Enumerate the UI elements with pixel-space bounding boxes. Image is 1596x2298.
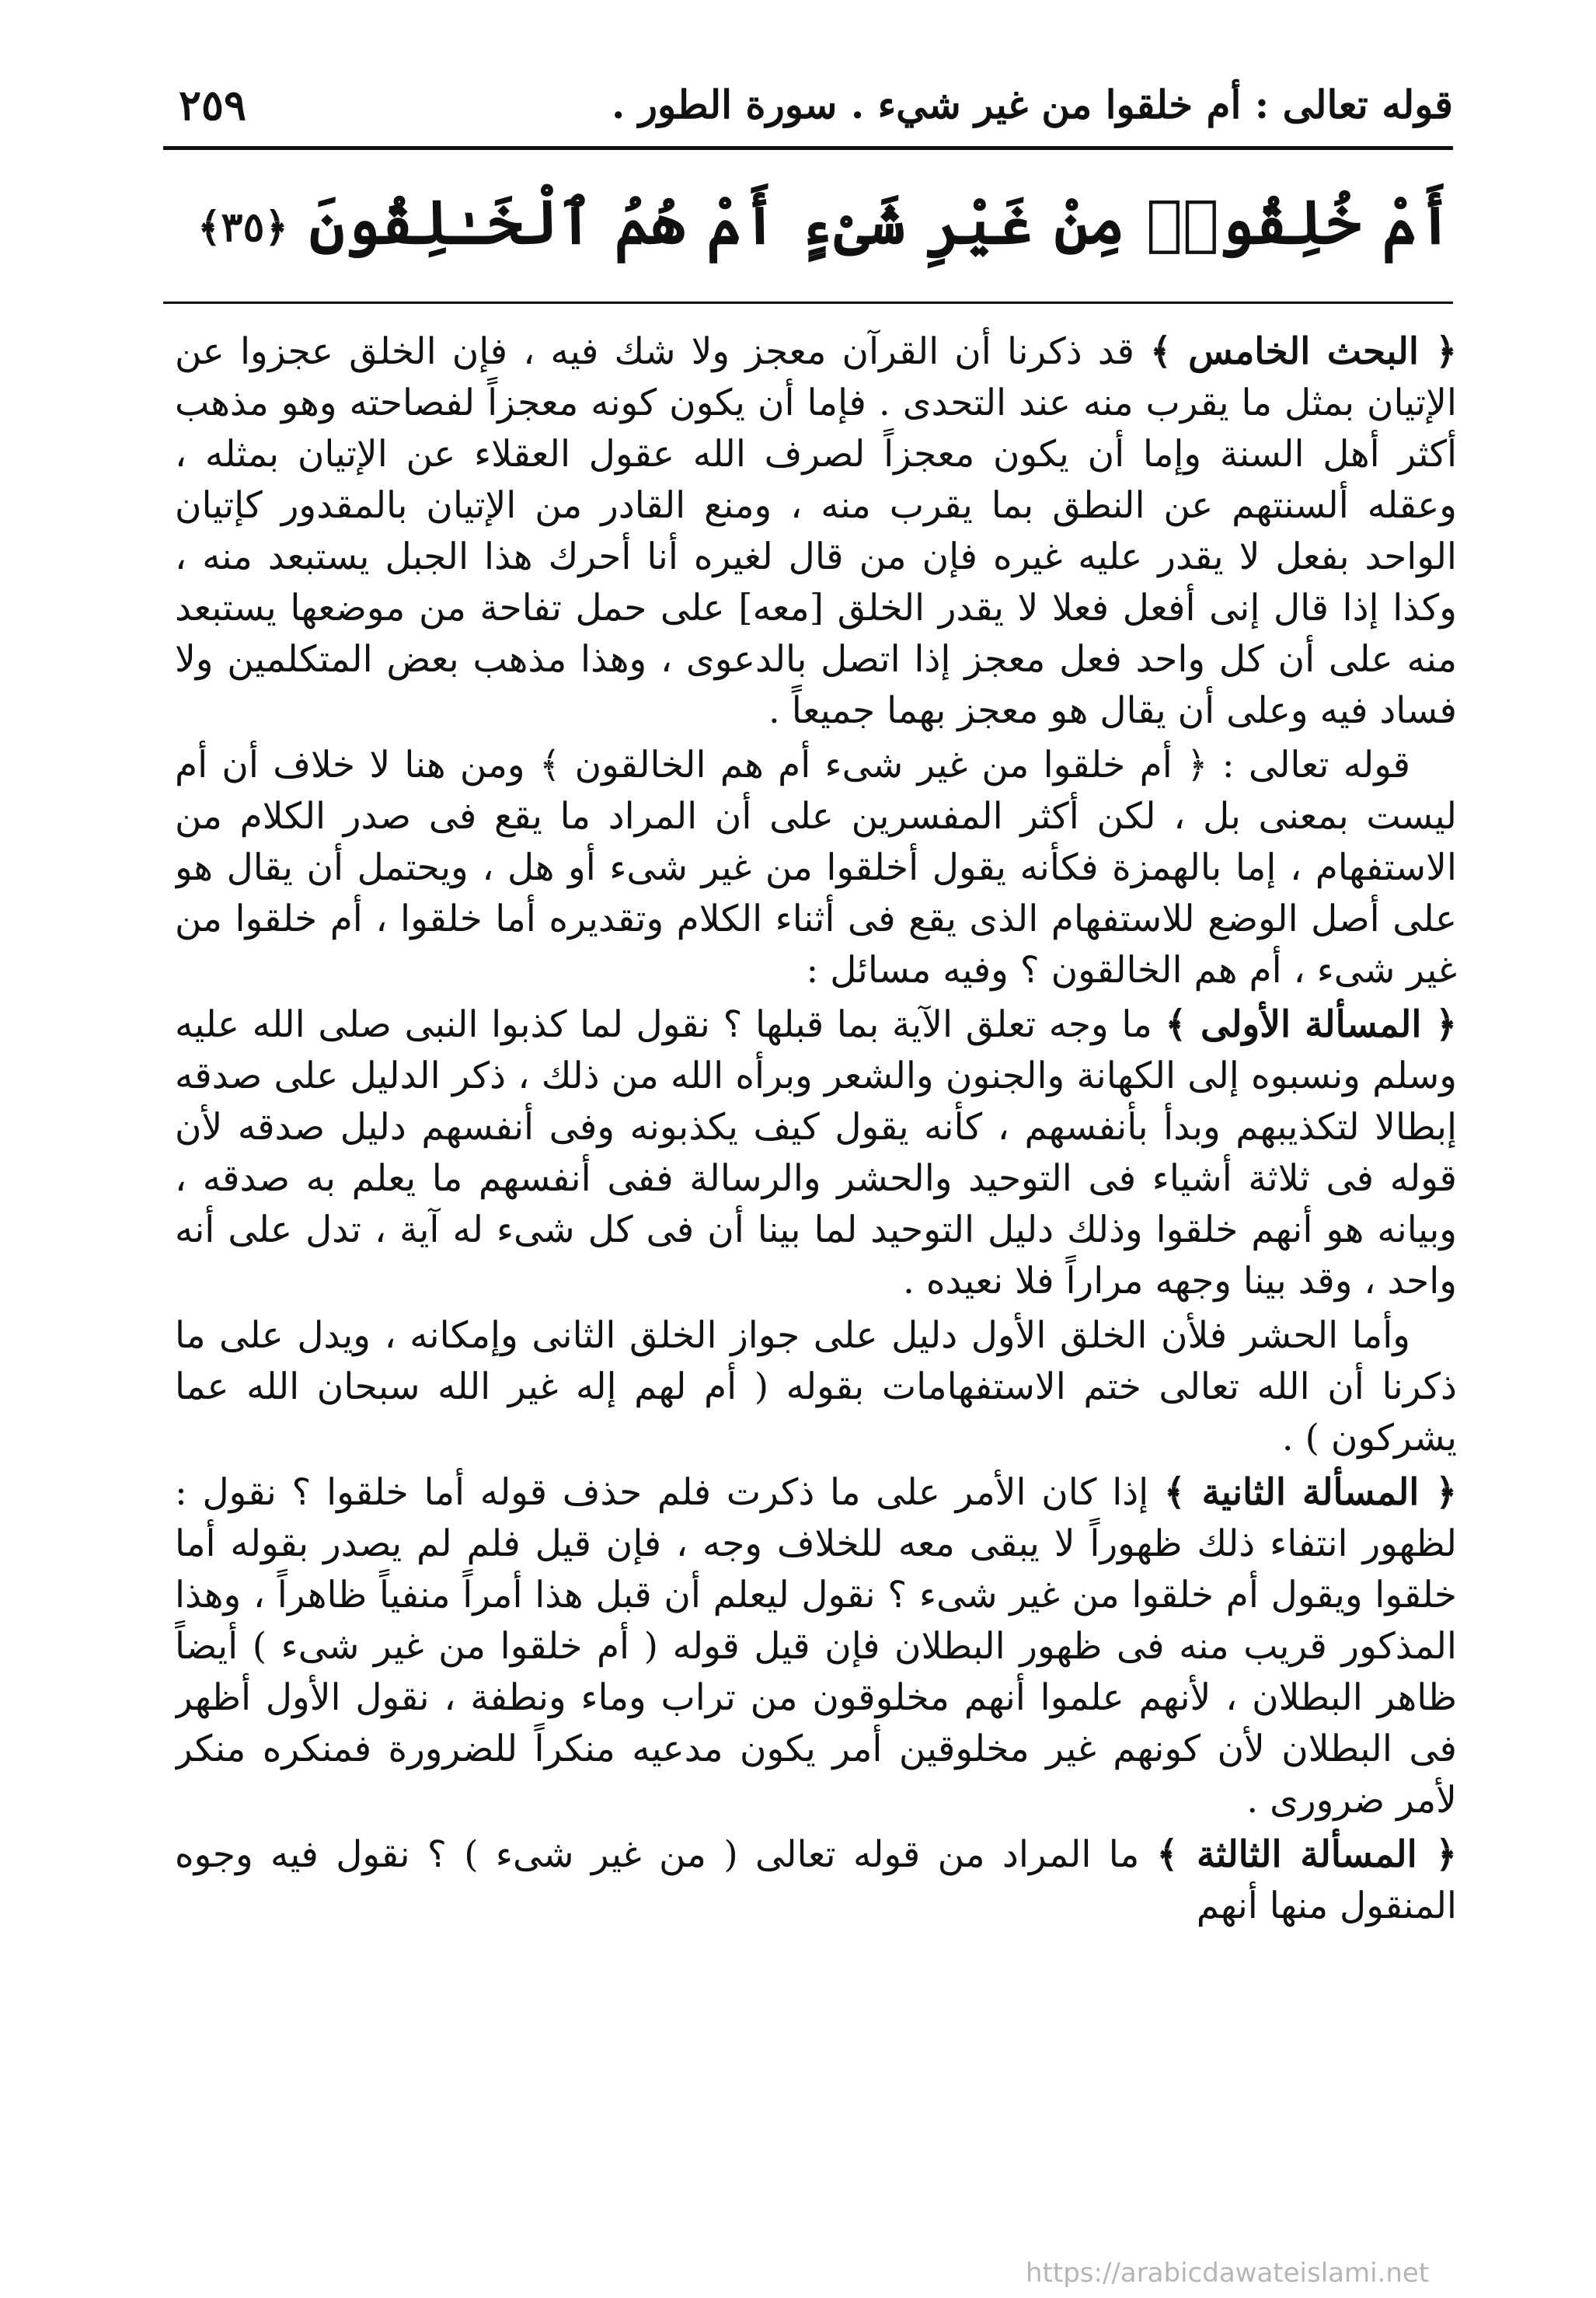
paragraph-text: قد ذكرنا أن القرآن معجز ولا شك فيه ، فإن الخلق عجزوا عن الإتيان بمثل ما يقرب منه عند التحدى . فإما أن يكون كونه معجزاً لفصاحته وهو مذهب أكثر أهل السنة وإما أن يكون معجزاً لصرف الله عقول العقلاء عن الإتيان بمثله ، وعقله ألسنتهم عن النطق بما يقرب منه ، ومنع القادر من الإتيان بالمقدور كإتيان الواحد بفعل لا يقدر عليه غيره فإن من قال لغيره أنا أحرك هذا الجبل يستبعد منه ، وكذا إذا قال إنى أفعل فعلا لا يقدر الخلق [معه] على حمل تفاحة من موضعها يستبعد منه على أن كل واحد فعل معجز إذا اتصل بالدعوى ، وهذا مذهب بعض المتكلمين ولا فساد فيه وعلى أن يقال هو معجز بهما جميعاً . [175, 330, 1457, 732]
paragraph [175, 1467, 1457, 1826]
commentary-text [175, 326, 1457, 2153]
paragraph-text: ما وجه تعلق الآية بما قبلها ؟ نقول لما كذبوا النبى صلى الله عليه وسلم ونسبوه إلى الكهانة والجنون والشعر وبرأه الله من ذلك ، ذكر الدليل على صدقه إبطالا لتكذيبهم وبدأ بأنفسهم ، كأنه يقول كيف يكذبونه وفى أنفسهم دليل صدقه لأن قوله فى ثلاثة أشياء فى التوحيد والحشر والرسالة ففى أنفسهم ما يعلم به صدقه ، وبيانه هو أنهم خلقوا وذلك دليل التوحيد لما بينا أن فى كل شىء له آية ، تدل على أنه واحد ، وقد بينا وجهه مراراً فلا نعيده . [175, 1003, 1457, 1302]
verse-text: أَمْ خُلِقُوا۟ مِنْ غَيْرِ شَىْءٍ أَمْ هُمُ ٱلْخَـٰلِقُونَ [309, 187, 1453, 258]
paragraph-text: ما المراد من قوله تعالى ( من غير شىء ) ؟ نقول فيه وجوه المنقول منها أنهم [175, 1833, 1457, 1927]
source-watermark: https://arabicdawateislami.net [1026, 2258, 1430, 2289]
section-heading: ﴿ المسألة الثانية ﴾ [1163, 1471, 1457, 1514]
quran-verse [194, 175, 1453, 291]
paragraph-text: قوله تعالى : ﴿ أم خلقوا من غير شىء أم هم الخالقون ﴾ ومن هنا لا خلاف أن أم ليست بمعنى بل ، لكن أكثر المفسرين على أن المراد ما يقع فى صدر الكلام من الاستفهام ، إما بالهمزة فكأنه يقول أخلقوا من غير شىء أو هل ، ويحتمل أن يقال هو على أصل الوضع للاستفهام الذى يقع فى أثناء الكلام وتقديره أما خلقوا ، أم خلقوا من غير شىء ، أم هم الخالقون ؟ وفيه مسائل : [175, 744, 1457, 992]
paragraph [175, 1829, 1457, 1932]
paragraph [175, 740, 1457, 996]
paragraph-text: إذا كان الأمر على ما ذكرت فلم حذف قوله أما خلقوا ؟ نقول : لظهور انتفاء ذلك ظهوراً لا يبقى معه للخلاف وجه ، فإن قيل فلم لم يصدر بقوله أما خلقوا ويقول أم خلقوا من غير شىء ؟ نقول ليعلم أن قبل هذا أمراً منفياً ظاهراً ، وهذا المذكور قريب منه فى ظهور البطلان فإن قيل قوله ( أم خلقوا من غير شىء ) أيضاً ظاهر البطلان ، لأنهم علموا أنهم مخلوقون من تراب وماء ونطفة ، نقول الأول أظهر فى البطلان لأن كونهم غير مخلوقين أمر يكون مدعيه منكراً للضرورة فمنكره منكر لأمر ضرورى . [175, 1471, 1457, 1822]
paragraph-text: وأما الحشر فلأن الخلق الأول دليل على جواز الخلق الثانى وإمكانه ، ويدل على ما ذكرنا أن الله تعالى ختم الاستفهامات بقوله ( أم لهم إله غير الله سبحان الله عما يشركون ) . [175, 1314, 1457, 1459]
verse-number: ﴿٣٥﴾ [197, 203, 288, 251]
paragraph [175, 1310, 1457, 1464]
verse-rule [163, 302, 1453, 304]
running-header [163, 74, 1453, 144]
paragraph [175, 326, 1457, 737]
header-rule [163, 146, 1453, 150]
section-heading: ﴿ المسألة الأولى ﴾ [1165, 1003, 1457, 1046]
paragraph [175, 999, 1457, 1307]
section-heading: ﴿ البحث الخامس ﴾ [1150, 330, 1457, 373]
running-title: قوله تعالى : أم خلقوا من غير شيء . سورة الطور . [612, 82, 1453, 127]
page-number: ٢٥٩ [179, 80, 247, 130]
section-heading: ﴿ المسألة الثالثة ﴾ [1156, 1833, 1457, 1876]
